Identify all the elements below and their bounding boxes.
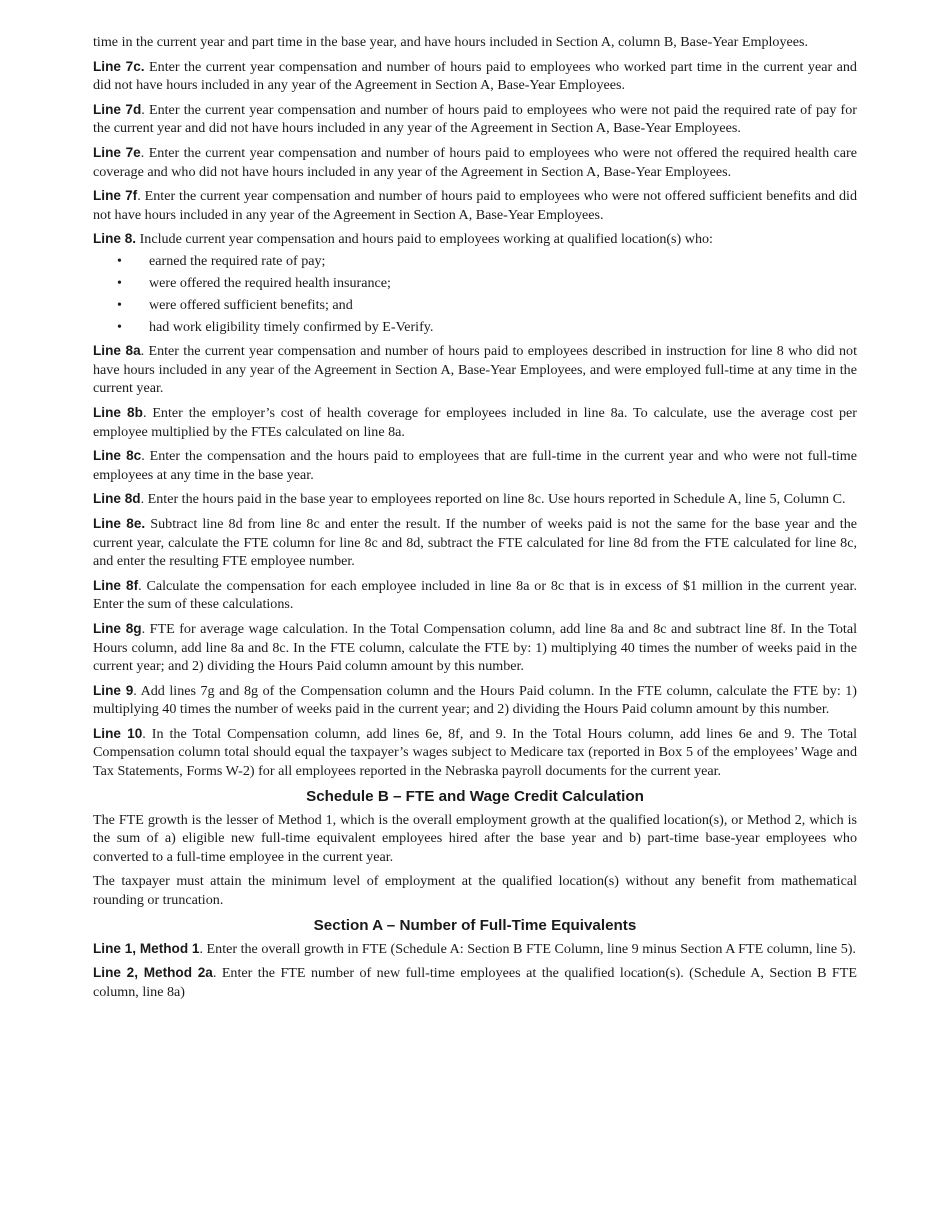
schedule-b-paragraph: The taxpayer must attain the minimum level of employment at the qualified location(s) without any benefit from mathematical rounding or truncation. <box>93 873 857 909</box>
line-label: Line 8g <box>93 620 142 636</box>
line-10 <box>93 725 857 781</box>
line-text: . Enter the current year compensation and number of hours paid to employees described in instruction for line 8 who did not have hours included in any year of the Agreement in Section A, Base-Year Employees, and were employed full-time at any time in the current year. <box>93 343 857 397</box>
bullet-icon: • <box>117 318 122 335</box>
bullet-icon: • <box>117 252 122 269</box>
line-label: Line 8d <box>93 491 141 507</box>
line-text: . Enter the current year compensation and number of hours paid to employees who were not offered the required health care coverage and who did not have hours included in any year of the Agreement in Section A, Base-Year Employees. <box>93 144 857 180</box>
line-8 <box>93 230 857 249</box>
list-item-text: had work eligibility timely confirmed by E-Verify. <box>149 318 434 335</box>
line-1-method-1 <box>93 940 857 959</box>
line-8d <box>93 490 857 509</box>
section-a-heading: Section A – Number of Full-Time Equivalents <box>313 916 637 934</box>
line-text: . Add lines 7g and 8g of the Compensation column and the Hours Paid column. In the FTE column, calculate the FTE by: 1) multiplying 40 times the number of weeks paid in the current year; and 2) dividing the Hours Paid column amount by this number. <box>93 682 858 718</box>
instructions-page <box>93 33 857 1007</box>
line-text: . Enter the hours paid in the base year to employees reported on line 8c. Use hours reported in Schedule A, line 5, Column C. <box>140 491 846 508</box>
line-8-criteria-list <box>93 252 857 336</box>
line-7d <box>93 101 857 138</box>
line-8b <box>93 404 857 441</box>
line-label: Line 8e. <box>93 515 146 531</box>
schedule-b-paragraph: The FTE growth is the lesser of Method 1, which is the overall employment growth at the qualified location(s), or Method 2, which is the sum of a) eligible new full-time equivalent employees hired after the base year and b) part-time base-year employees who converted to a full-time employee in the current year. <box>93 811 857 865</box>
line-label: Line 7d <box>93 101 142 117</box>
line-text: . Enter the current year compensation and number of hours paid to employees who were not offered sufficient benefits and did not have hours included in any year of the Agreement in Section A, Base-Year Employees. <box>93 188 857 223</box>
line-label: Line 8b <box>93 404 143 420</box>
line-text: . Enter the current year compensation and number of hours paid to employees who were not paid the required rate of pay for the current year and did not have hours included in any year of the Agreement in Section A, Base-Year Employees. <box>93 101 857 137</box>
line-text: . In the Total Compensation column, add lines 6e, 8f, and 9. In the Total Hours column, add lines 6e and 9. The Total Compensation column total should equal the taxpayer’s wages subject to Medicare tax (reported in Box 5 of the employees’ Wage and Tax Statements, Forms W-2) for all employees reported in the Nebraska payroll documents for the current year. <box>93 725 857 780</box>
line-label: Line 8c <box>93 448 142 464</box>
bullet-icon: • <box>117 274 122 291</box>
list-item-text: were offered sufficient benefits; and <box>149 296 353 313</box>
line-7f <box>93 187 857 224</box>
line-text: . FTE for average wage calculation. In the Total Compensation column, add line 8a and 8c and subtract line 8f. In the Total Hours column, add line 8a and 8c. In the FTE column, calculate the FTE by: 1) multiplying 40 times the number of weeks paid in the current year; and 2) dividing the Hours Paid column amount by this number. <box>93 620 857 675</box>
line-label: Line 8. <box>93 231 137 247</box>
list-item-text: were offered the required health insurance; <box>149 274 391 291</box>
list-item <box>93 296 857 315</box>
line-label: Line 8a <box>93 343 141 359</box>
list-item <box>93 318 857 337</box>
line-8c <box>93 447 857 484</box>
line-7e <box>93 144 857 181</box>
bullet-icon: • <box>117 296 122 313</box>
line-text: . Enter the employer’s cost of health coverage for employees included in line 8a. To calculate, use the average cost per employee multiplied by the FTEs calculated on line 8a. <box>93 404 857 440</box>
line-label: Line 7f <box>93 188 138 204</box>
line-text: . Enter the compensation and the hours paid to employees that are full-time in the current year and who were not full-time employees at any time in the base year. <box>93 448 857 483</box>
line-8a <box>93 342 857 398</box>
line-text: Enter the current year compensation and number of hours paid to employees who worked part time in the current year and did not have hours included in any year of the Agreement in Section A, Base-Year Employees. <box>93 58 857 94</box>
line-label: Line 8f <box>93 577 139 593</box>
line-label: Line 9 <box>93 682 134 698</box>
line-text: Subtract line 8d from line 8c and enter the result. If the number of weeks paid is not the same for the base year and the current year, calculate the FTE column for line 8c and 8d, subtract the FTE calculated for line 8d from the FTE calculated for line 8c, and enter the resulting FTE employee number. <box>93 515 857 570</box>
line-label: Line 1, Method 1 <box>93 940 200 956</box>
list-item <box>93 274 857 293</box>
line-text: . Calculate the compensation for each employee included in line 8a or 8c that is in excess of $1 million in the current year. Enter the sum of these calculations. <box>93 577 857 613</box>
line-text: . Enter the overall growth in FTE (Schedule A: Section B FTE Column, line 9 minus Section A FTE column, line 5). <box>199 940 856 957</box>
intro-paragraph: time in the current year and part time in the base year, and have hours included in Section A, column B, Base-Year Employees. <box>93 34 809 50</box>
line-label: Line 10 <box>93 725 143 741</box>
line-text: . Enter the FTE number of new full-time employees at the qualified location(s). (Schedule A, Section B FTE column, line 8a) <box>93 965 857 1000</box>
line-7c <box>93 58 857 95</box>
line-8f <box>93 577 857 614</box>
line-2-method-2a <box>93 964 857 1001</box>
list-item-text: earned the required rate of pay; <box>149 252 326 269</box>
line-8e <box>93 515 857 571</box>
line-label: Line 7e <box>93 144 141 160</box>
list-item <box>93 252 857 271</box>
line-9 <box>93 682 857 719</box>
line-label: Line 2, Method 2a <box>93 965 213 981</box>
line-label: Line 7c. <box>93 58 145 74</box>
line-8g <box>93 620 857 676</box>
schedule-b-heading: Schedule B – FTE and Wage Credit Calculation <box>306 787 644 805</box>
line-text: Include current year compensation and hours paid to employees working at qualified location(s) who: <box>136 231 713 248</box>
